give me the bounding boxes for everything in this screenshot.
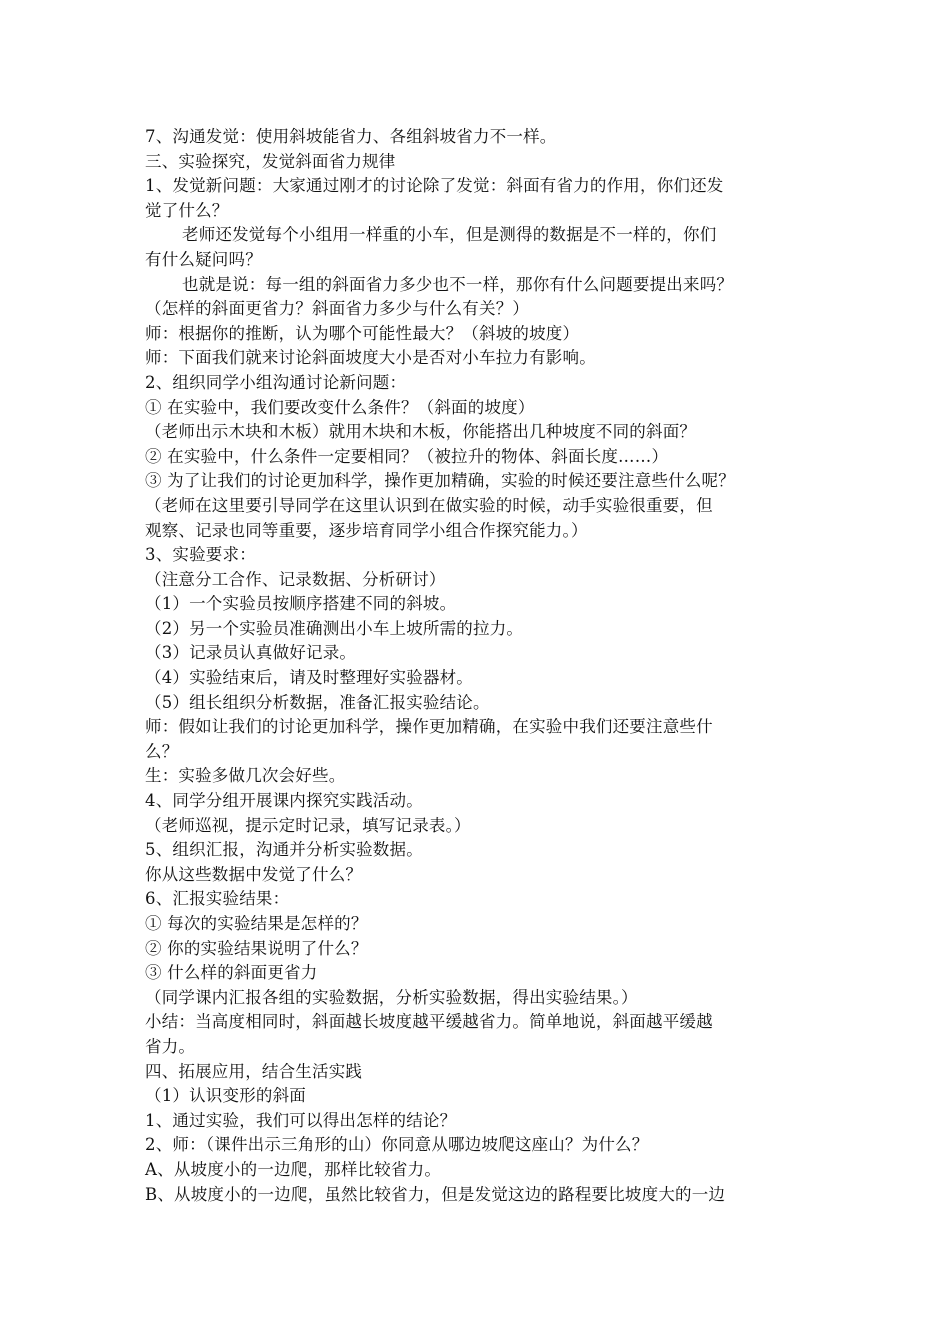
text-line: （5）组长组织分析数据，准备汇报实验结论。 <box>145 692 490 712</box>
text-line: 1、发觉新问题：大家通过刚才的讨论除了发觉：斜面有省力的作用，你们还发 <box>145 176 724 196</box>
text-line: ③ 什么样的斜面更省力 <box>145 963 318 983</box>
text-line: 四、拓展应用，结合生活实践 <box>145 1061 363 1081</box>
text-line: 7、沟通发觉：使用斜坡能省力、各组斜坡省力不一样。 <box>145 127 557 146</box>
text-line: 2、组织同学小组沟通讨论新问题： <box>145 372 407 392</box>
text-line: 老师还发觉每个小组用一样重的小车，但是测得的数据是不一样的，你们 <box>182 225 717 245</box>
text-line: ① 每次的实验结果是怎样的？ <box>145 914 368 933</box>
text-line: 么？ <box>145 741 179 761</box>
document-body <box>145 125 825 1207</box>
text-line: 省力。 <box>145 1036 196 1056</box>
text-line: ② 在实验中，什么条件一定要相同？（被拉升的物体、斜面长度……） <box>145 446 669 466</box>
text-line: B、从坡度小的一边爬，虽然比较省力，但是发觉这边的路程要比坡度大的一边 <box>145 1184 726 1204</box>
text-line: 觉了什么？ <box>145 200 229 220</box>
text-line: （1）一个实验员按顺序搭建不同的斜坡。 <box>145 594 457 614</box>
text-line: 师：根据你的推断，认为哪个可能性最大？（斜坡的坡度） <box>145 323 580 343</box>
text-line: 3、实验要求： <box>145 545 256 565</box>
text-line: A、从坡度小的一边爬，那样比较省力。 <box>145 1159 442 1179</box>
text-line: （老师出示木块和木板）就用木块和木板，你能搭出几种坡度不同的斜面？ <box>145 422 697 442</box>
text-line: （怎样的斜面更省力？斜面省力多少与什么有关？） <box>145 299 530 319</box>
text-line: 师：下面我们就来讨论斜面坡度大小是否对小车拉力有影响。 <box>145 348 596 368</box>
text-line: 有什么疑问吗？ <box>145 249 262 269</box>
text-line: （1）认识变形的斜面 <box>145 1086 306 1106</box>
text-line: （老师巡视，提示定时记录，填写记录表。） <box>145 815 471 835</box>
text-line: 1、通过实验，我们可以得出怎样的结论？ <box>145 1110 457 1130</box>
text-line: 2、师：（课件出示三角形的山）你同意从哪边坡爬这座山？为什么？ <box>145 1135 649 1155</box>
text-line: 5、组织汇报，沟通并分析实验数据。 <box>145 840 423 860</box>
text-line: （4）实验结束后，请及时整理好实验器材。 <box>145 668 473 688</box>
text-line: 三、实验探究，发觉斜面省力规律 <box>145 151 396 171</box>
text-line: ② 你的实验结果说明了什么？ <box>145 938 368 958</box>
text-line: ③ 为了让我们的讨论更加科学，操作更加精确，实验的时候还要注意些什么呢？ <box>145 471 735 491</box>
text-line: （2）另一个实验员准确测出小车上坡所需的拉力。 <box>145 618 524 638</box>
text-line: 你从这些数据中发觉了什么？ <box>145 864 363 884</box>
text-line: （老师在这里要引导同学在这里认识到在做实验的时候，动手实验很重要，但 <box>145 495 713 515</box>
text-line: 4、同学分组开展课内探究实践活动。 <box>145 791 423 811</box>
text-line: 也就是说：每一组的斜面省力多少也不一样，那你有什么问题要提出来吗？ <box>182 274 734 294</box>
text-line: 师：假如让我们的讨论更加科学，操作更加精确，在实验中我们还要注意些什 <box>145 717 713 737</box>
text-line: 小结：当高度相同时，斜面越长坡度越平缓越省力。简单地说，斜面越平缓越 <box>145 1012 713 1032</box>
text-line: ① 在实验中，我们要改变什么条件？（斜面的坡度） <box>145 397 535 417</box>
text-line: （注意分工合作、记录数据、分析研讨） <box>145 569 446 589</box>
text-line: （同学课内汇报各组的实验数据，分析实验数据，得出实验结果。） <box>145 987 638 1007</box>
text-line: （3）记录员认真做好记录。 <box>145 643 357 663</box>
text-line: 观察、记录也同等重要，逐步培育同学小组合作探究能力。） <box>145 520 588 540</box>
text-line: 6、汇报实验结果： <box>145 889 290 909</box>
text-line: 生：实验多做几次会好些。 <box>145 766 346 786</box>
